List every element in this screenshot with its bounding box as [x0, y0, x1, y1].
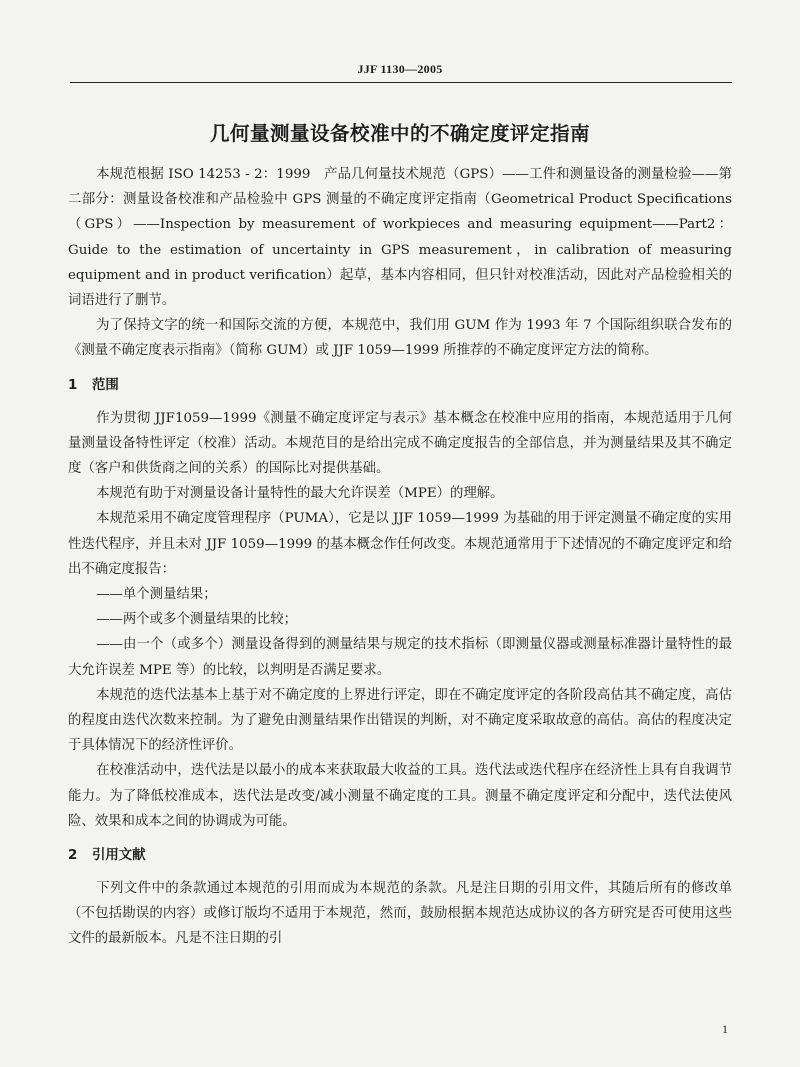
- section-1-paragraph-5: 在校准活动中，迭代法是以最小的成本来获取最大收益的工具。迭代法或迭代程序在经济性上具有自我调节能力。为了降低校准成本，迭代法是改变/减小测量不确定度的工具。测量不确定度评定和分配中，迭代法使风险、效果和成本之间的协调成为可能。: [68, 763, 732, 829]
- section-2-paragraph-1: 下列文件中的条款通过本规范的引用而成为本规范的条款。凡是注日期的引用文件，其随后所有的修改单（不包括勘误的内容）或修订版均不适用于本规范，然而，鼓励根据本规范达成协议的各方研究是否可使用这些文件的最新版本。凡是不注日期的引: [68, 881, 732, 947]
- page-number: 1: [722, 1022, 728, 1036]
- section-2-number: 2: [68, 848, 78, 864]
- section-1-heading: [68, 373, 732, 398]
- section-1-paragraph-1: 作为贯彻 JJF1059—1999《测量不确定度评定与表示》基本概念在校准中应用的指南，本规范适用于几何量测量设备特性评定（校准）活动。本规范目的是给出完成不确定度报告的全部信息，并为测量结果及其不确定度（客户和供货商之间的关系）的国际比对提供基础。: [68, 410, 732, 477]
- section-1-paragraph-3: 本规范采用不确定度管理程序（PUMA），它是以 JJF 1059—1999 为基础的用于评定测量不确定度的实用性迭代程序，并且未对 JJF 1059—1999 的基本概念作任何改变。本规范通常用于下述情况的不确定度评定和给出不确定度报告：: [68, 511, 732, 577]
- intro-paragraph-1: 本规范根据 ISO 14253 - 2：1999 产品几何量技术规范（GPS）——工件和测量设备的测量检验——第二部分：测量设备校准和产品检验中 GPS 测量的不确定度评定指南（Geometrical Product Specifications（GPS）——Inspection by measurement of workpieces and measuring equipment——Part2：Guide to the estimation of uncertainty in GPS measurement，in calibration of measuring equipment and in product verification）起草，基本内容相同，但只针对校准活动，因此对产品检验相关的词语进行了删节。: [68, 167, 732, 309]
- list-item: ——单个测量结果；: [96, 587, 217, 603]
- standard-code-header: JJF 1130—2005: [357, 62, 443, 76]
- document-title: 几何量测量设备校准中的不确定度评定指南: [209, 122, 590, 145]
- header-divider: [70, 82, 732, 83]
- list-item: ——由一个（或多个）测量设备得到的测量结果与规定的技术指标（即测量仪器或测量标准器计量特性的最大允许误差 MPE 等）的比较，以判明是否满足要求。: [68, 637, 732, 678]
- section-2-title: 引用文献: [92, 848, 146, 864]
- section-2-heading: [68, 843, 732, 868]
- document-body: [68, 162, 732, 952]
- intro-paragraph-2: 为了保持文字的统一和国际交流的方便，本规范中，我们用 GUM 作为 1993 年 7 个国际组织联合发布的《测量不确定度表示指南》（简称 GUM）或 JJF 1059—1999 所推荐的不确定度评定方法的简称。: [68, 318, 732, 359]
- section-1-title: 范围: [92, 377, 119, 393]
- section-1-paragraph-4: 本规范的迭代法基本上基于对不确定度的上界进行评定，即在不确定度评定的各阶段高估其不确定度，高估的程度由迭代次数来控制。为了避免由测量结果作出错误的判断，对不确定度采取故意的高估。高估的程度决定于具体情况下的经济性评价。: [68, 687, 732, 754]
- section-1-number: 1: [68, 377, 78, 393]
- section-1-paragraph-2: 本规范有助于对测量设备计量特性的最大允许误差（MPE）的理解。: [96, 486, 504, 502]
- list-item: ——两个或多个测量结果的比较；: [96, 612, 297, 628]
